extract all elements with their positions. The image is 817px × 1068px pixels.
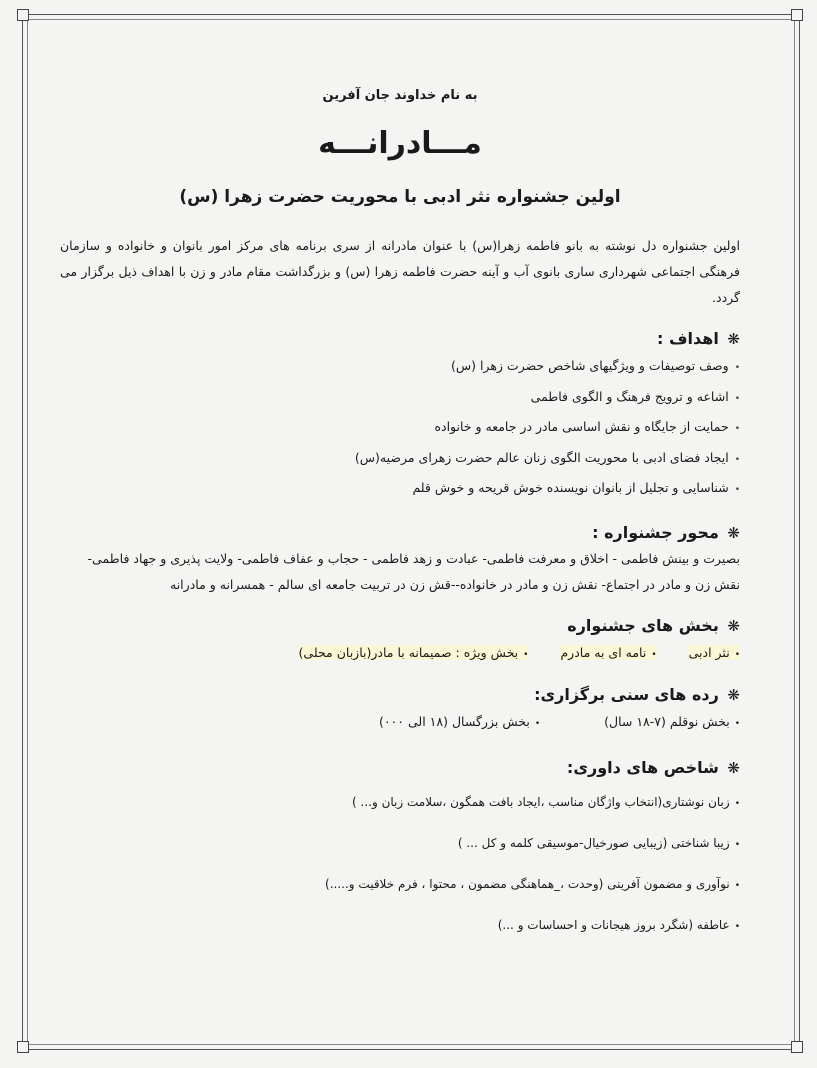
list-item: • نوآوری و مضمون آفرینی (وحدت ،_هماهنگی مضمون ، محتوا ، فرم خلاقیت و.....) bbox=[60, 865, 740, 906]
list-item: • بخش نوقلم (۷-۱۸ سال) bbox=[604, 714, 740, 729]
axis-paragraph: بصیرت و بینش فاطمی - اخلاق و معرفت فاطمی- عبادت و زهد فاطمی - حجاب و عفاف فاطمی- ولایت پذیری و جهاد فاطمی- نقش زن و مادر در اجتماع- نقش زن و مادر در خانواده--قش زن در تربیت جامعه ای سالم - همسرانه و مادرانه bbox=[87, 550, 740, 592]
star-bullet-icon: ❋ bbox=[727, 685, 740, 704]
sections-heading-label: بخش های جشنواره bbox=[567, 615, 719, 635]
list-item: • وصف توصیفات و ویژگیهای شاخص حضرت زهرا (س) bbox=[60, 352, 740, 383]
star-bullet-icon: ❋ bbox=[727, 330, 740, 348]
star-bullet-icon: ❋ bbox=[727, 758, 740, 777]
ages-heading-label: رده های سنی برگزاری: bbox=[534, 684, 719, 704]
list-item: • حمایت از جایگاه و نقش اساسی مادر در جامعه و خانواده bbox=[60, 413, 740, 444]
corner-ornament bbox=[791, 1041, 803, 1053]
criteria-list bbox=[60, 783, 740, 947]
list-item: • اشاعه و ترویج فرهنگ و الگوی فاطمی bbox=[60, 383, 740, 414]
list-item: • نامه ای به مادرم bbox=[560, 645, 656, 660]
goals-heading bbox=[60, 329, 740, 348]
list-item: • ایجاد فضای ادبی با محوریت الگوی زنان عالم حضرت زهرای مرضیه(س) bbox=[60, 444, 740, 475]
star-bullet-icon: ❋ bbox=[727, 523, 740, 542]
sections-heading bbox=[60, 616, 740, 635]
intro-paragraph: اولین جشنواره دل نوشته به بانو فاطمه زهرا(س) با عنوان مادرانه از سری برنامه های مرکز امور بانوان و خانواده و سازمان فرهنگی اجتماعی شهرداری ساری بانوی آب و آینه حضرت فاطمه زهرا (س) و بزرگداشت مقام مادر و زن با اهداف ذیل برگزار می گردد. bbox=[60, 238, 740, 305]
corner-ornament bbox=[17, 9, 29, 21]
corner-ornament bbox=[791, 9, 803, 21]
star-bullet-icon: ❋ bbox=[727, 616, 740, 635]
goals-list bbox=[60, 352, 740, 505]
list-item: • بخش بزرگسال (۱۸ الی ۰۰۰) bbox=[379, 714, 540, 729]
list-item: • زبان نوشتاری(انتخاب واژگان مناسب ،ایجاد بافت همگون ،سلامت زبان و... ) bbox=[60, 783, 740, 824]
document-subtitle: اولین جشنواره نثر ادبی با محوریت حضرت زهرا (س) bbox=[179, 187, 621, 207]
ages-list bbox=[60, 710, 740, 736]
goals-heading-label: اهداف : bbox=[656, 329, 719, 348]
bismillah-line: به نام خداوند جان آفرین bbox=[322, 88, 478, 103]
list-item: • شناسایی و تجلیل از بانوان نویسنده خوش قریحه و خوش قلم bbox=[60, 474, 740, 505]
corner-ornament bbox=[17, 1041, 29, 1053]
document-body bbox=[60, 80, 740, 947]
ages-heading bbox=[60, 685, 740, 704]
list-item: • زیبا شناختی (زیبایی صورخیال-موسیقی کلمه و کل ... ) bbox=[60, 824, 740, 865]
document-title: مـــادرانـــه bbox=[318, 126, 482, 161]
sections-list bbox=[60, 641, 740, 667]
list-item: • نثر ادبی bbox=[689, 645, 740, 660]
criteria-heading-label: شاخص های داوری: bbox=[566, 757, 719, 777]
axis-heading-label: محور جشنواره : bbox=[592, 522, 719, 542]
axis-heading bbox=[60, 523, 740, 542]
list-item: • بخش ویژه : صمیمانه با مادر(بازبان محلی) bbox=[299, 645, 529, 660]
criteria-heading bbox=[60, 758, 740, 777]
list-item: • عاطفه (شگرد بروز هیجانات و احساسات و ...) bbox=[60, 906, 740, 947]
